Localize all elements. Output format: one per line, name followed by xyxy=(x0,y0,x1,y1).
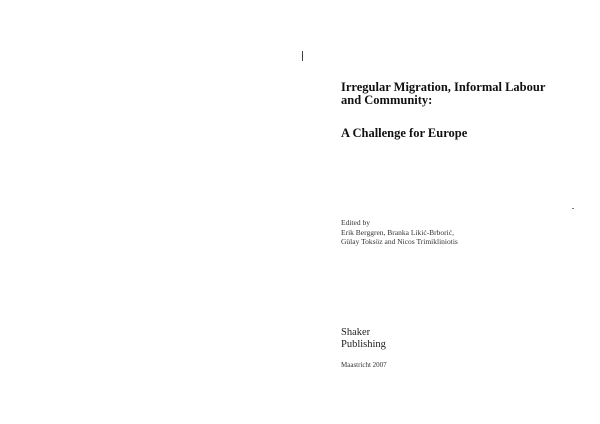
editors-line-2: Gülay Toksöz and Nicos Trimikliniotis xyxy=(341,237,458,246)
editors-intro: Edited by xyxy=(341,218,370,227)
editors-block xyxy=(341,218,458,247)
publisher-line-1: Shaker xyxy=(341,327,371,338)
editors-line-1: Erik Berggren, Branka Likić-Brborić, xyxy=(341,227,454,237)
margin-mark xyxy=(302,51,303,61)
title-line-2: and Community: xyxy=(341,93,433,107)
scan-speck xyxy=(572,208,574,209)
title-line-1: Irregular Migration, Informal Labour xyxy=(341,80,546,94)
book-title xyxy=(341,81,591,107)
place-year: Maastricht 2007 xyxy=(341,361,387,369)
publisher-line-2: Publishing xyxy=(341,339,386,350)
book-subtitle: A Challenge for Europe xyxy=(341,126,468,140)
publisher-block xyxy=(341,327,386,351)
